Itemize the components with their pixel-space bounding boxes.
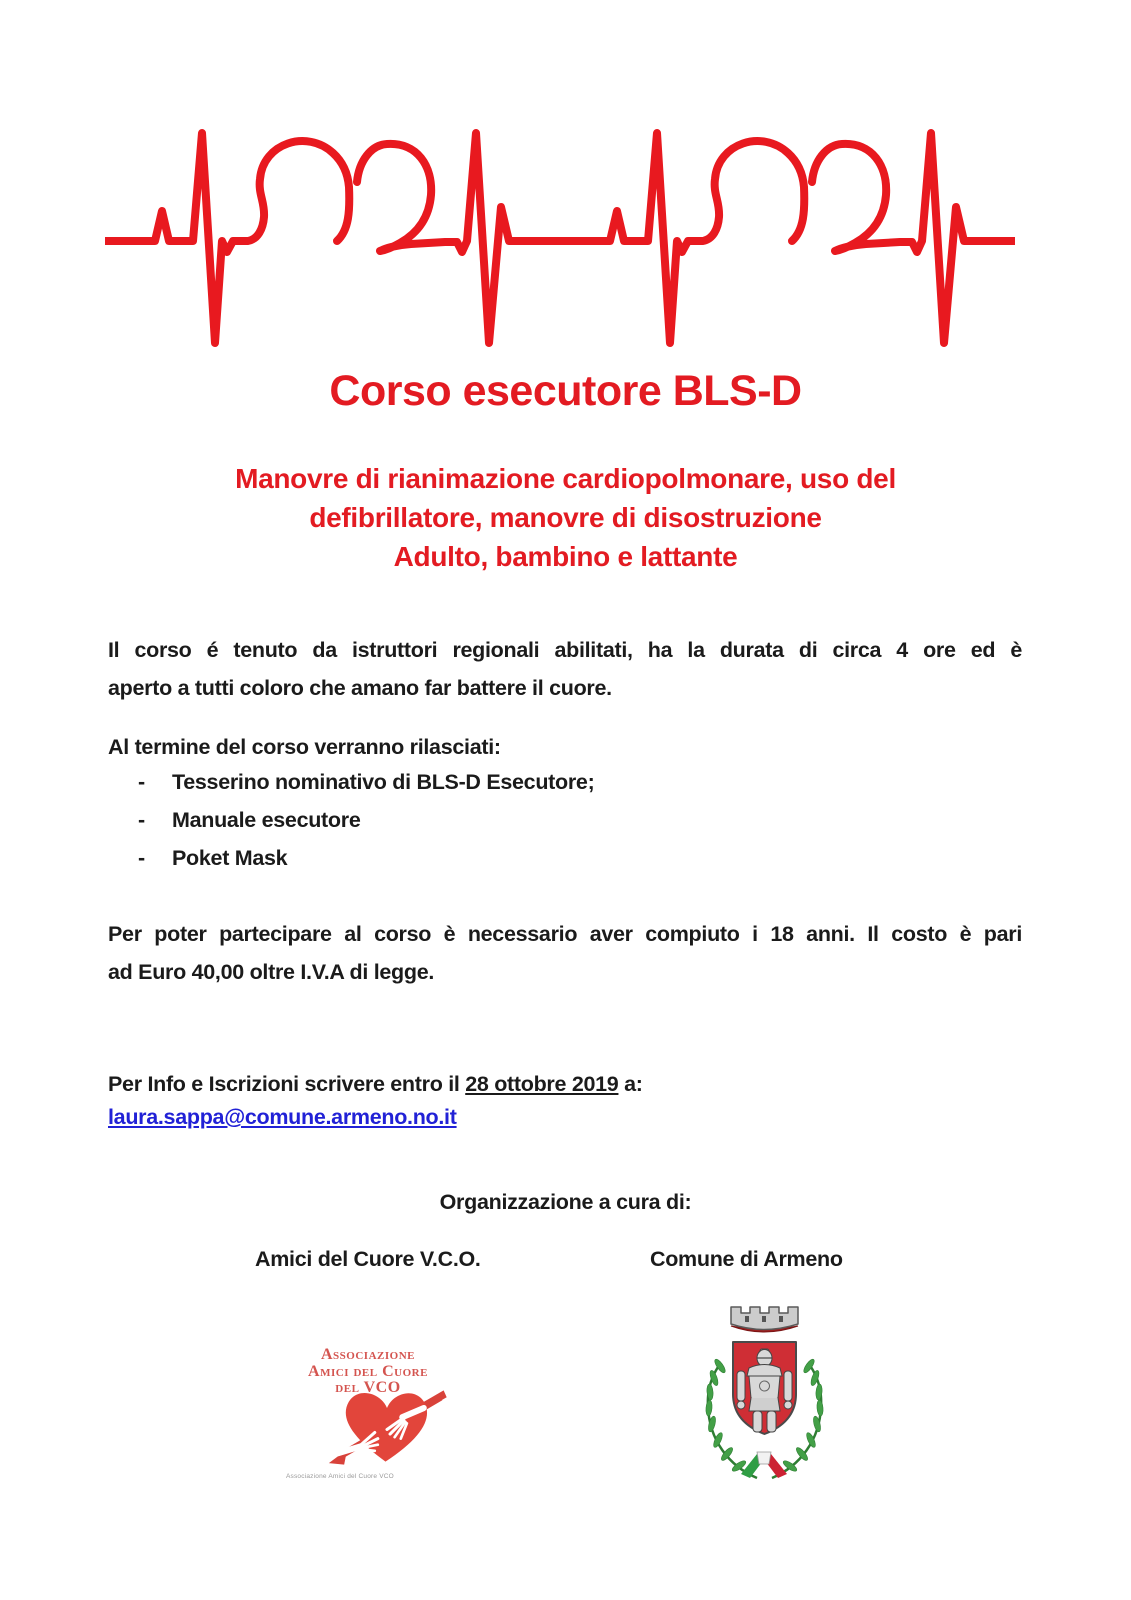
tricolor-ribbon-icon xyxy=(741,1452,787,1478)
amici-del-cuore-heart-icon xyxy=(312,1382,462,1470)
ekg-unit-2 xyxy=(560,133,1015,343)
requirements-line: Per poter partecipare al corso è necessario aver compiuto i 18 anni. Il costo è pari xyxy=(108,922,1022,946)
page-title: Corso esecutore BLS-D xyxy=(329,367,802,415)
intro-line: Il corso é tenuto da istruttori regionali abilitati, ha la durata di circa 4 ore ed è xyxy=(108,638,1022,662)
amici-logo-caption: Associazione Amici del Cuore VCO xyxy=(286,1473,394,1480)
subtitle xyxy=(0,459,1131,576)
mural-crown-icon xyxy=(731,1307,798,1332)
heart-shape xyxy=(346,1393,427,1462)
requirements-line: ad Euro 40,00 oltre I.V.A di legge. xyxy=(108,960,435,984)
requirements-paragraph xyxy=(108,915,1022,991)
list-item xyxy=(108,839,1022,877)
organization-name-left: Amici del Cuore V.C.O. xyxy=(255,1247,481,1271)
info-deadline: 28 ottobre 2019 xyxy=(465,1072,619,1096)
list-item-text: Tesserino nominativo di BLS-D Esecutore; xyxy=(172,770,595,794)
list-item-text: Poket Mask xyxy=(172,846,288,870)
email-line xyxy=(108,1098,1022,1136)
intro-paragraph xyxy=(108,631,1022,707)
info-prefix: Per Info e Iscrizioni scrivere entro il xyxy=(108,1072,466,1096)
armeno-coat-of-arms xyxy=(687,1294,837,1489)
release-heading: Al termine del corso verranno rilasciati: xyxy=(108,735,501,759)
subtitle-line: Manovre di rianimazione cardiopolmonare, uso del xyxy=(235,463,896,494)
logo-text-line: Amici del Cuore xyxy=(308,1362,428,1380)
intro-line: aperto a tutti coloro che amano far battere il cuore. xyxy=(108,676,612,700)
subtitle-line: defibrillatore, manovre di disostruzione xyxy=(309,502,822,533)
info-suffix: a: xyxy=(618,1072,643,1096)
organization-name-right: Comune di Armeno xyxy=(650,1247,843,1271)
ekg-heartbeat-graphic xyxy=(105,128,1015,363)
list-item xyxy=(108,763,1022,801)
logo-text-line: del VCO xyxy=(335,1379,401,1396)
release-list xyxy=(108,763,1022,877)
list-bullet: - xyxy=(138,808,145,832)
ekg-unit-1 xyxy=(105,133,560,343)
list-bullet: - xyxy=(138,846,145,870)
list-item xyxy=(108,801,1022,839)
subtitle-line: Adulto, bambino e lattante xyxy=(393,541,738,572)
email-link[interactable]: laura.sappa@comune.armeno.no.it xyxy=(108,1105,457,1129)
logo-text-line: Associazione xyxy=(321,1346,415,1363)
list-bullet: - xyxy=(138,770,145,794)
organization-heading: Organizzazione a cura di: xyxy=(439,1190,692,1214)
list-item-text: Manuale esecutore xyxy=(172,808,361,832)
